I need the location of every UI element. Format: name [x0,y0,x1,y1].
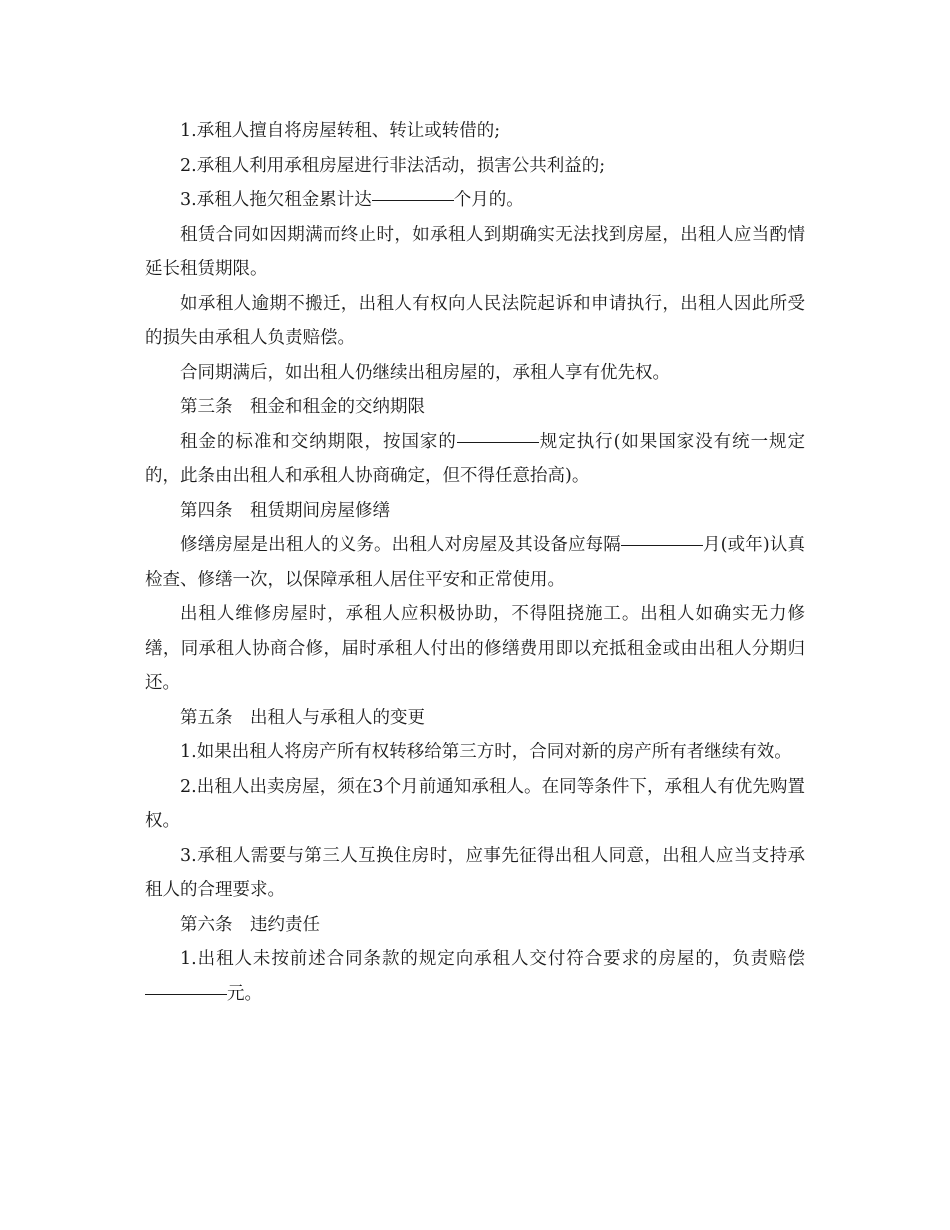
article-heading-4: 第四条 租赁期间房屋修缮 [180,500,390,521]
article-heading-5: 第五条 出租人与承租人的变更 [180,707,425,728]
paragraph-lease-expiry: 租赁合同如因期满而终止时，如承租人到期确实无法找到房屋，出租人应当酌情延长租赁期限。 [145,224,805,279]
clause-item-1: 1.承租人擅自将房屋转租、转让或转借的; [180,121,501,141]
fill-in-blank [145,994,227,995]
article-heading-3: 第三条 租金和租金的交纳期限 [180,397,425,417]
clause-item-sale: 2.出租人出卖房屋，须在3个月前通知承租人。在同等条件下，承租人有优先购置权。 [145,776,805,831]
clause-item-exchange: 3.承租人需要与第三人互换住房时，应事先征得出租人同意，出租人应当支持承租人的合理要求。 [145,845,805,900]
paragraph-overdue-move: 如承租人逾期不搬迁，出租人有权向人民法院起诉和申请执行，出租人因此所受的损失由承租人负责赔偿。 [145,293,805,348]
paragraph-priority-right: 合同期满后，如出租人仍继续出租房屋的，承租人享有优先权。 [180,362,670,383]
clause-item-2: 2.承租人利用承租房屋进行非法活动，损害公共利益的; [180,155,606,176]
paragraph-rent-standard: 租金的标准和交纳期限，按国家的 规定执行(如果国家没有统一规定的，此条由出租人和承租人协商确定，但不得任意抬高)。 [145,431,806,486]
paragraph-repair-duty: 修缮房屋是出租人的义务。出租人对房屋及其设备应每隔 月(或年)认真检查、修缮一次，以保障承租人居住平安和正常使用。 [145,535,806,590]
clause-item-3: 3.承租人拖欠租金累计达 个月的。 [180,190,524,210]
fill-in-blank [372,200,454,201]
article-heading-6: 第六条 违约责任 [180,914,320,935]
clause-item-compensation: 1.出租人未按前述合同条款的规定向承租人交付符合要求的房屋的，负责赔偿元。 [145,942,805,1011]
fill-in-blank [621,545,703,546]
clause-item-transfer: 1.如果出租人将房产所有权转移给第三方时，合同对新的房产所有者继续有效。 [180,742,792,762]
fill-in-blank [457,442,539,443]
paragraph-repair-cooperation: 出租人维修房屋时，承租人应积极协助，不得阻挠施工。出租人如确实无力修缮，同承租人协商合修，届时承租人付出的修缮费用即以充抵租金或由出租人分期归还。 [145,604,805,693]
document-body [145,114,805,1011]
